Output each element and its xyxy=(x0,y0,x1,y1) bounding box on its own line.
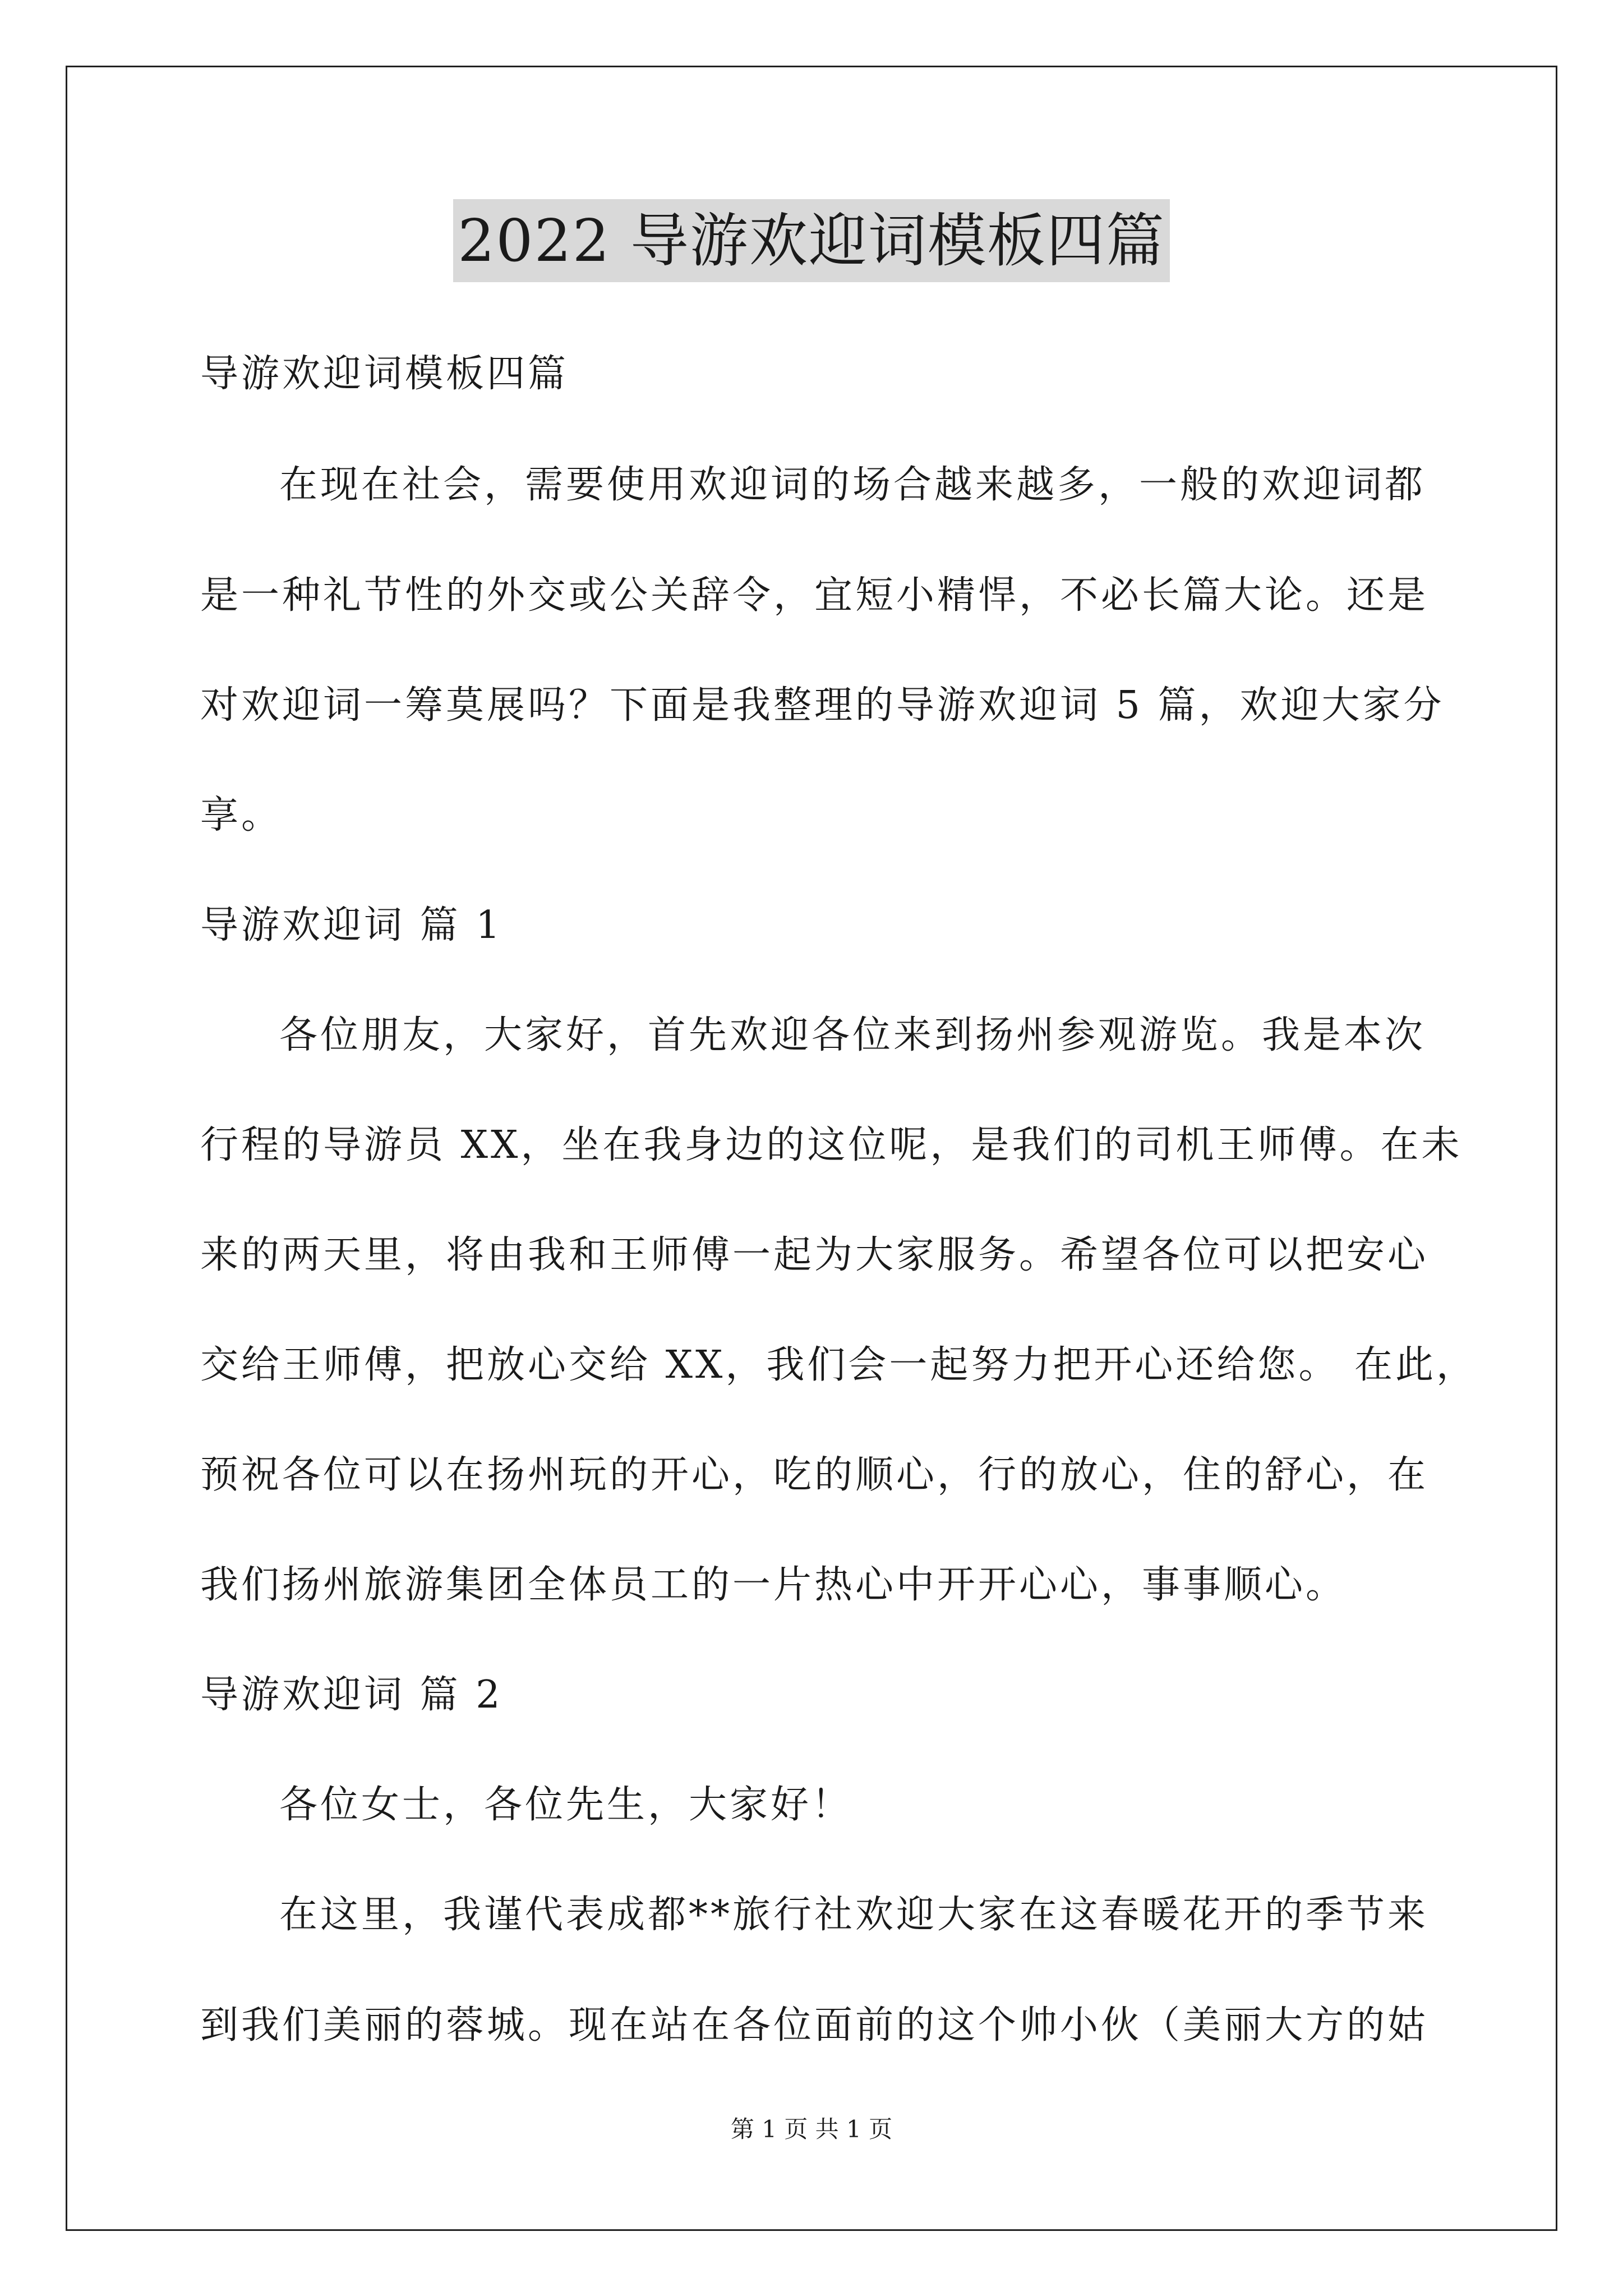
page-footer: 第 1 页 共 1 页 xyxy=(730,2115,893,2143)
paragraph-line: 各位朋友，大家好，首先欢迎各位来到扬州参观游览。我是本次 xyxy=(279,1013,1426,1057)
section-heading-1: 导游欢迎词 篇 1 xyxy=(200,903,503,947)
paragraph-line: 在现在社会，需要使用欢迎词的场合越来越多，一般的欢迎词都 xyxy=(279,463,1426,507)
paragraph-line: 在这里，我谨代表成都**旅行社欢迎大家在这春暖花开的季节来 xyxy=(279,1893,1429,1937)
paragraph-line: 到我们美丽的蓉城。现在站在各位面前的这个帅小伙（美丽大方的姑 xyxy=(200,2003,1429,2047)
paragraph-line: 享。 xyxy=(200,793,283,838)
paragraph-line: 预祝各位可以在扬州玩的开心，吃的顺心，行的放心，住的舒心，在 xyxy=(200,1453,1429,1497)
paragraph-line: 行程的导游员 XX，坐在我身边的这位呢，是我们的司机王师傅。在未 xyxy=(200,1123,1463,1167)
paragraph-line: 交给王师傅，把放心交给 XX，我们会一起努力把开心还给您。 在此， xyxy=(200,1343,1478,1387)
title-container xyxy=(0,199,1623,282)
paragraph-line: 是一种礼节性的外交或公关辞令，宜短小精悍，不必长篇大论。还是 xyxy=(200,573,1429,618)
paragraph-line: 对欢迎词一筹莫展吗？下面是我整理的导游欢迎词 5 篇，欢迎大家分 xyxy=(200,683,1445,728)
subtitle-line: 导游欢迎词模板四篇 xyxy=(200,352,569,396)
paragraph-line: 来的两天里，将由我和王师傅一起为大家服务。希望各位可以把安心 xyxy=(200,1233,1429,1277)
section-heading-2: 导游欢迎词 篇 2 xyxy=(200,1673,503,1717)
document-title: 2022 导游欢迎词模板四篇 xyxy=(453,199,1170,282)
paragraph-line: 各位女士，各位先生，大家好！ xyxy=(279,1783,853,1827)
paragraph-line: 我们扬州旅游集团全体员工的一片热心中开开心心，事事顺心。 xyxy=(200,1563,1347,1607)
